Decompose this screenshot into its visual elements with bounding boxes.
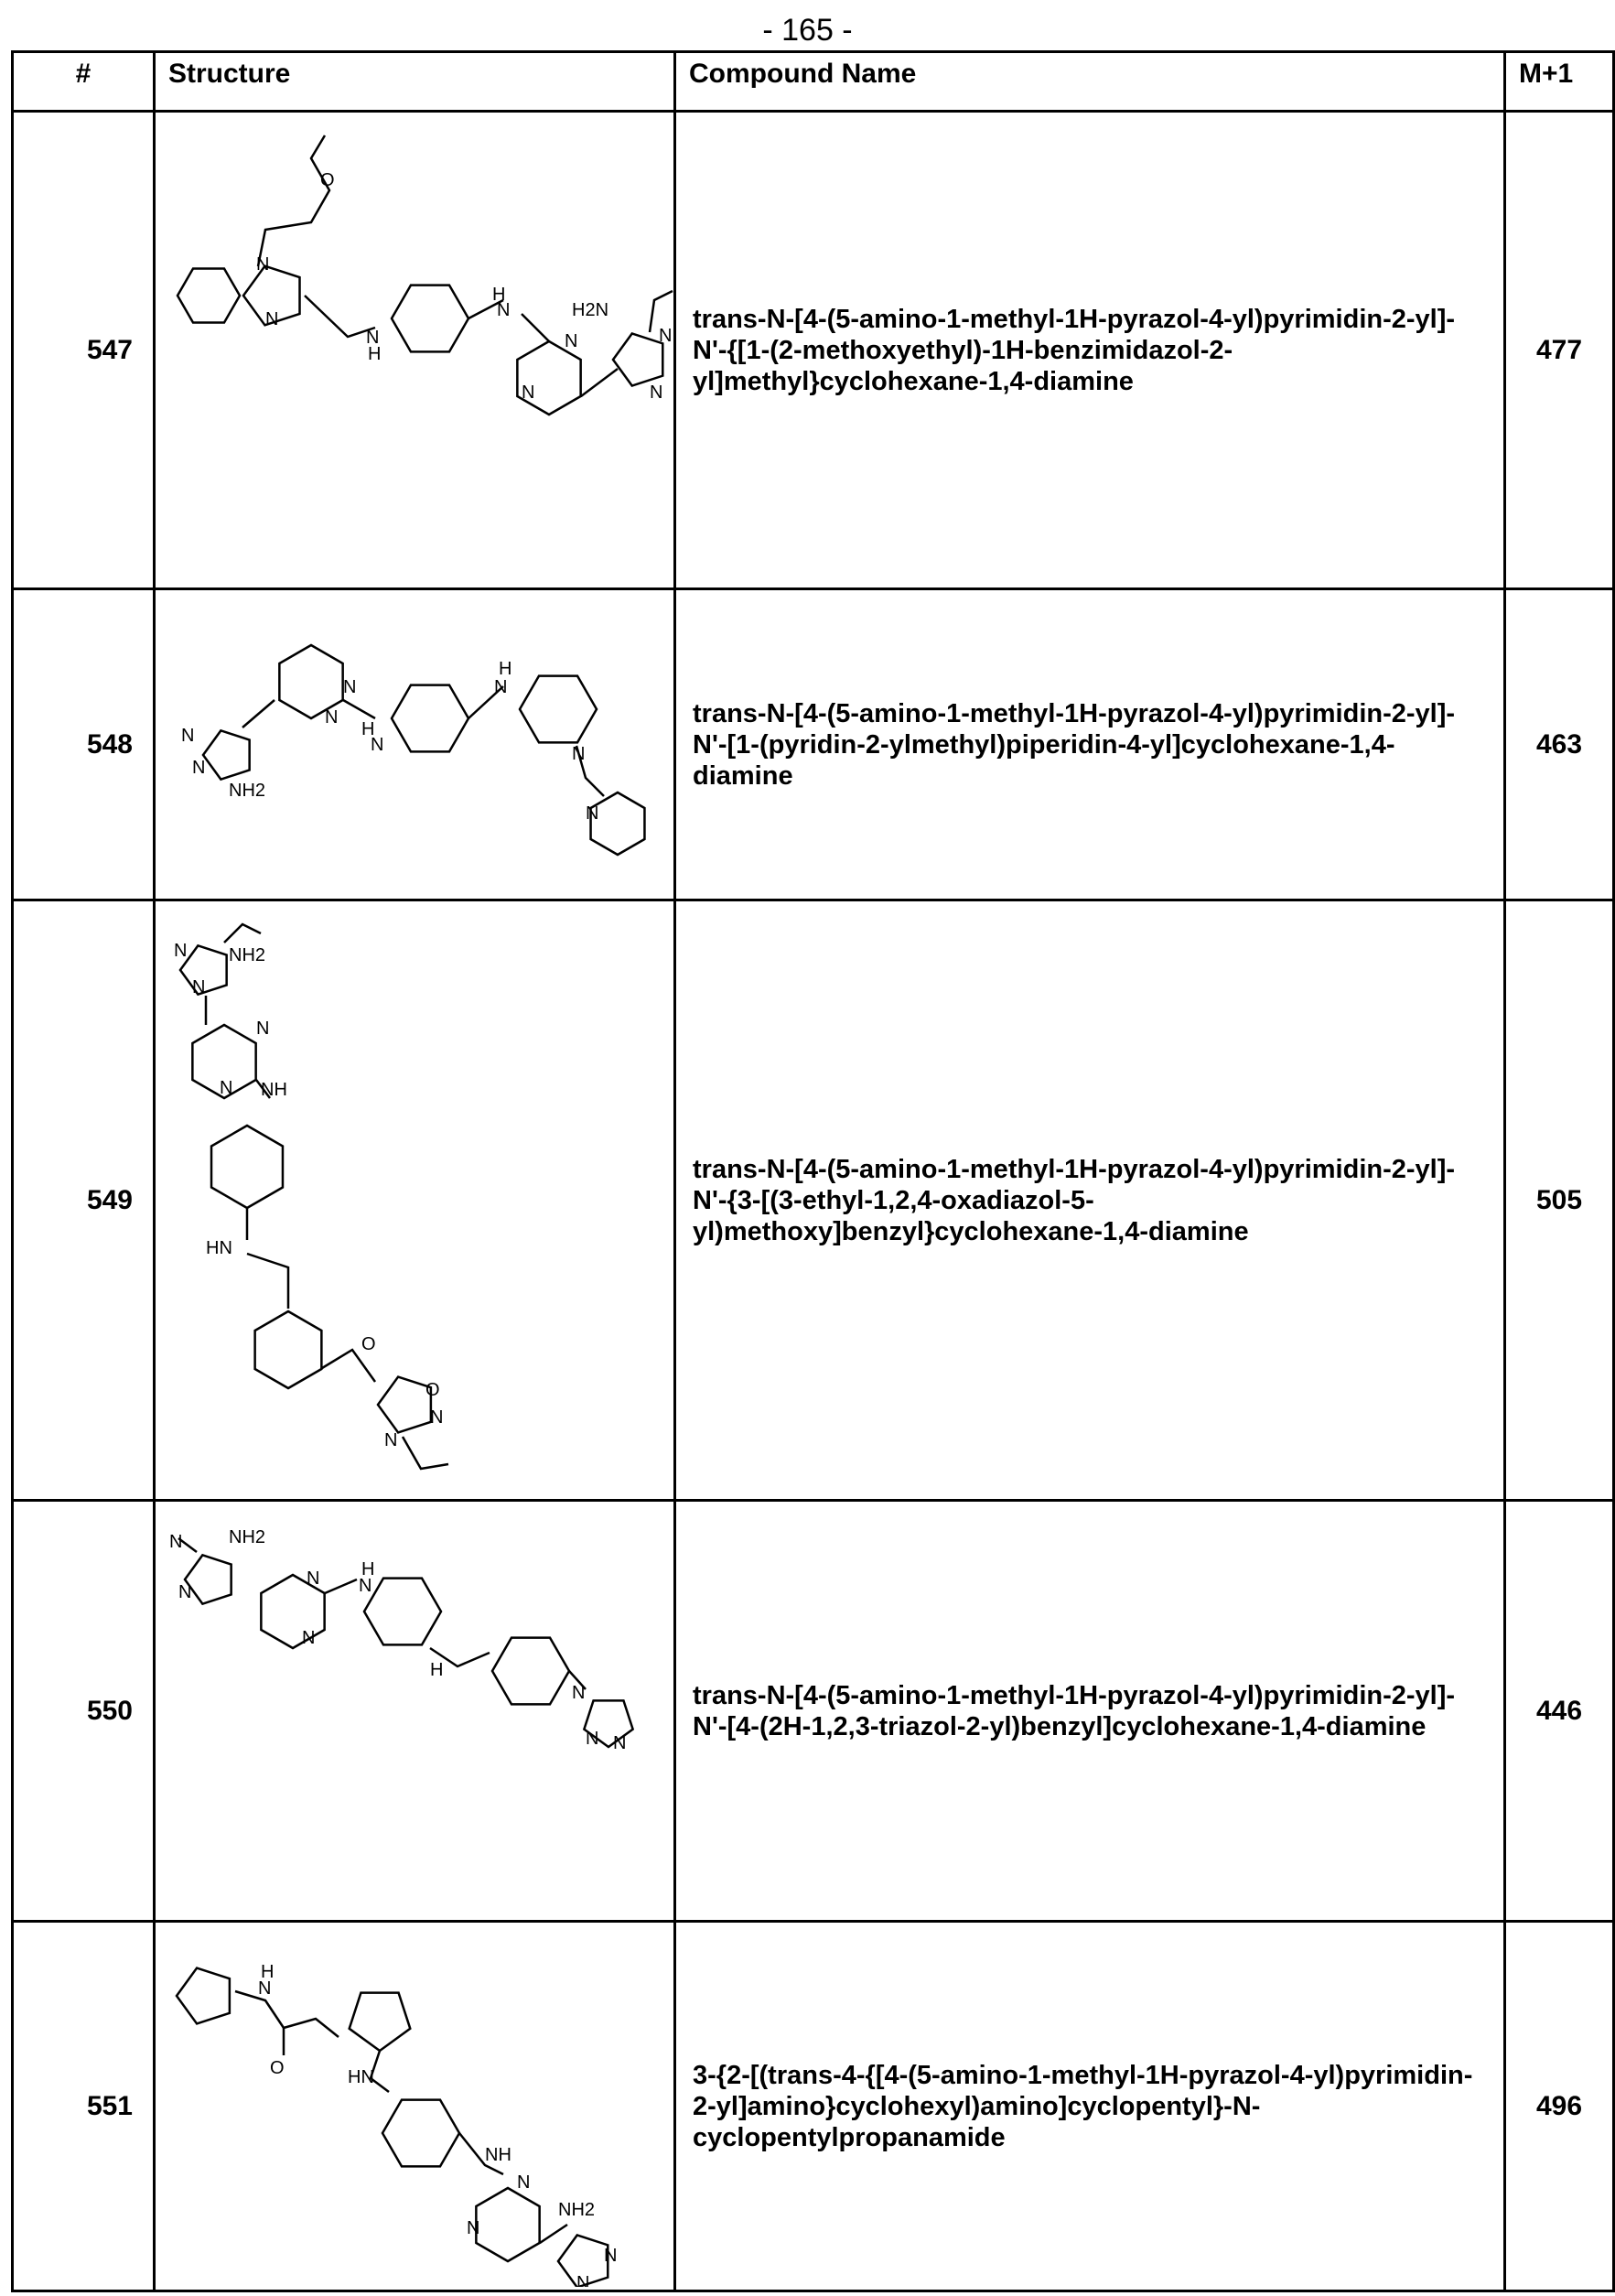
compound-number: 550 bbox=[13, 1501, 155, 1922]
atom-label: N bbox=[576, 2273, 589, 2287]
compound-name: trans-N-[4-(5-amino-1-methyl-1H-pyrazol-4-yl)pyrimidin-2-yl]-N'-[1-(pyridin-2-ylmethyl)piperidin-4-yl]cyclohexane-1,4-diamine bbox=[675, 589, 1505, 900]
atom-label: N bbox=[572, 744, 585, 764]
bond bbox=[305, 296, 375, 337]
compound-name: trans-N-[4-(5-amino-1-methyl-1H-pyrazol-4-yl)pyrimidin-2-yl]-N'-[4-(2H-1,2,3-triazol-2-yl)benzyl]cyclohexane-1,4-diamine bbox=[675, 1501, 1505, 1922]
mass-value: 496 bbox=[1505, 1922, 1614, 2291]
atom-label: N bbox=[178, 1582, 191, 1602]
atom-label: N bbox=[371, 735, 383, 755]
atom-label: N bbox=[650, 383, 662, 403]
header-num: # bbox=[13, 52, 155, 112]
atom-label: H bbox=[492, 285, 505, 305]
atom-label: N bbox=[494, 677, 507, 697]
atom-label: O bbox=[270, 2058, 285, 2078]
chemical-structure bbox=[156, 1923, 673, 2287]
atom-label: N bbox=[169, 1532, 182, 1552]
atom-label: N bbox=[265, 309, 278, 329]
structure-cell bbox=[155, 112, 675, 589]
bond bbox=[522, 314, 549, 341]
atom-label: N bbox=[174, 941, 187, 961]
atom-label: NH2 bbox=[229, 781, 265, 801]
ring bbox=[185, 1555, 231, 1603]
chemical-structure bbox=[156, 901, 673, 1496]
atom-label: N bbox=[572, 1683, 585, 1703]
atom-label: N bbox=[430, 1407, 443, 1428]
atom-label: NH bbox=[485, 2145, 511, 2165]
atom-label: N bbox=[192, 758, 205, 778]
ring bbox=[517, 341, 580, 415]
atom-label: N bbox=[613, 1733, 626, 1753]
atom-label: N bbox=[586, 1729, 598, 1749]
atom-label: NH bbox=[261, 1080, 287, 1100]
mass-value: 505 bbox=[1505, 900, 1614, 1501]
ring bbox=[255, 1311, 322, 1388]
atom-label: N bbox=[467, 2218, 479, 2238]
mass-value: 477 bbox=[1505, 112, 1614, 589]
atom-label: N bbox=[359, 1576, 371, 1596]
atom-label: N bbox=[659, 326, 672, 346]
ring bbox=[177, 1968, 230, 2024]
bond bbox=[540, 2225, 567, 2243]
ring bbox=[203, 730, 250, 779]
table-row bbox=[13, 900, 1614, 1501]
atom-label: N bbox=[366, 328, 379, 348]
bond bbox=[224, 924, 261, 943]
bond bbox=[247, 1254, 288, 1309]
table-row bbox=[13, 1501, 1614, 1922]
atom-label: H bbox=[430, 1660, 443, 1680]
table-header-row bbox=[13, 52, 1614, 112]
atom-label: H bbox=[361, 719, 374, 739]
ring bbox=[211, 1126, 283, 1208]
atom-label: N bbox=[325, 707, 338, 728]
compound-number: 547 bbox=[13, 112, 155, 589]
compound-table bbox=[11, 50, 1615, 2292]
structure-cell bbox=[155, 1922, 675, 2291]
bond bbox=[242, 700, 275, 728]
atom-label: HN bbox=[206, 1238, 232, 1258]
atom-label: H bbox=[368, 344, 381, 364]
atom-label: H bbox=[261, 1962, 274, 1982]
atom-label: N bbox=[220, 1078, 232, 1098]
compound-number: 548 bbox=[13, 589, 155, 900]
bond bbox=[258, 135, 329, 266]
atom-label: N bbox=[181, 726, 194, 746]
ring bbox=[392, 286, 468, 352]
ring bbox=[350, 1993, 411, 2051]
table-row bbox=[13, 1922, 1614, 2291]
atom-label: N bbox=[256, 254, 269, 275]
table-row bbox=[13, 112, 1614, 589]
structure-cell bbox=[155, 900, 675, 1501]
bond bbox=[403, 1437, 448, 1469]
structure-cell bbox=[155, 1501, 675, 1922]
page-number: - 165 - bbox=[0, 13, 1615, 49]
chemical-structure bbox=[156, 1502, 673, 1917]
ring bbox=[520, 676, 597, 743]
bond bbox=[325, 1579, 357, 1593]
atom-label: NH2 bbox=[558, 2200, 595, 2220]
atom-label: O bbox=[361, 1334, 376, 1354]
atom-label: HN bbox=[348, 2067, 374, 2087]
chemical-structure bbox=[156, 113, 673, 585]
bond bbox=[235, 1991, 339, 2037]
atom-label: N bbox=[384, 1430, 397, 1450]
ring bbox=[392, 685, 468, 752]
ring bbox=[382, 2100, 459, 2167]
header-compound-name: Compound Name bbox=[675, 52, 1505, 112]
atom-label: N bbox=[517, 2172, 530, 2193]
mass-value: 463 bbox=[1505, 589, 1614, 900]
ring bbox=[613, 333, 662, 385]
atom-label: N bbox=[307, 1568, 319, 1589]
bond bbox=[322, 1350, 375, 1382]
atom-label: N bbox=[343, 677, 356, 697]
compound-name: trans-N-[4-(5-amino-1-methyl-1H-pyrazol-4-yl)pyrimidin-2-yl]-N'-{[1-(2-methoxyethyl)-1H-benzimidazol-2-yl]methyl}cyclohexane-1,4-diamine bbox=[675, 112, 1505, 589]
atom-label: N bbox=[565, 331, 577, 351]
atom-label: N bbox=[522, 383, 534, 403]
ring bbox=[364, 1579, 441, 1645]
atom-label: NH2 bbox=[229, 1527, 265, 1547]
header-structure: Structure bbox=[155, 52, 675, 112]
atom-label: N bbox=[302, 1628, 315, 1648]
ring bbox=[492, 1638, 569, 1705]
atom-label: O bbox=[320, 170, 335, 190]
header-mass: M+1 bbox=[1505, 52, 1614, 112]
compound-number: 549 bbox=[13, 900, 155, 1501]
compound-name: 3-{2-[(trans-4-{[4-(5-amino-1-methyl-1H-pyrazol-4-yl)pyrimidin-2-yl]amino}cyclohexyl)amino]cyclopentyl}-N-cyclopentylpropanamide bbox=[675, 1922, 1505, 2291]
atom-label: H2N bbox=[572, 300, 608, 320]
mass-value: 446 bbox=[1505, 1501, 1614, 1922]
atom-label: N bbox=[258, 1978, 271, 1999]
atom-label: H bbox=[499, 659, 511, 679]
structure-cell bbox=[155, 589, 675, 900]
compound-number: 551 bbox=[13, 1922, 155, 2291]
compound-name: trans-N-[4-(5-amino-1-methyl-1H-pyrazol-4-yl)pyrimidin-2-yl]-N'-{3-[(3-ethyl-1,2,4-oxadiazol-5-yl)methoxy]benzyl}cyclohexane-1,4-diamine bbox=[675, 900, 1505, 1501]
ring bbox=[591, 792, 645, 855]
bond bbox=[343, 700, 375, 718]
ring bbox=[378, 1377, 431, 1433]
table-row bbox=[13, 589, 1614, 900]
chemical-structure bbox=[156, 590, 673, 896]
atom-label: N bbox=[497, 300, 510, 320]
atom-label: N bbox=[192, 977, 205, 997]
atom-label: N bbox=[604, 2246, 617, 2266]
atom-label: N bbox=[586, 803, 598, 824]
bond bbox=[581, 369, 618, 396]
atom-label: N bbox=[256, 1019, 269, 1039]
ring bbox=[476, 2188, 539, 2261]
atom-label: NH2 bbox=[229, 945, 265, 965]
atom-label: O bbox=[425, 1380, 440, 1400]
ring bbox=[178, 269, 240, 323]
atom-label: H bbox=[361, 1559, 374, 1579]
